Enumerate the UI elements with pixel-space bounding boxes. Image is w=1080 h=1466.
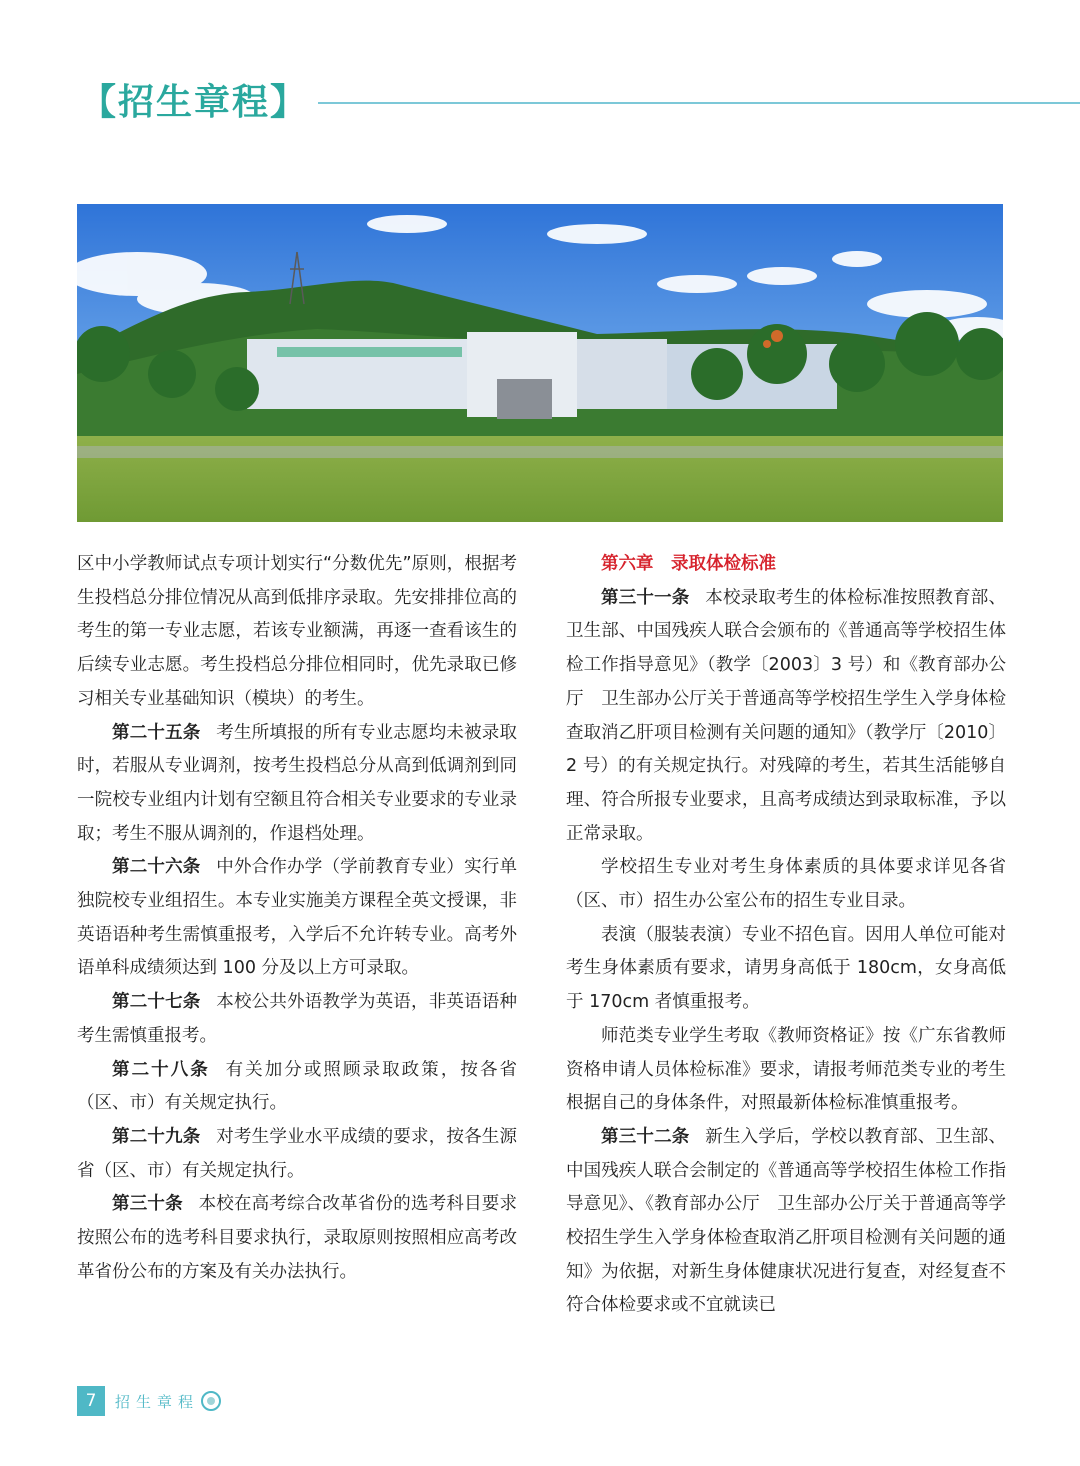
- article-30: 第三十条 本校在高考综合改革省份的选考科目要求按照公布的选考科目要求执行，录取原则按照相应高考改革省份公布的方案及有关办法执行。: [77, 1194, 518, 1282]
- article-28: 第二十八条 有关加分或照顾录取政策，按各省（区、市）有关规定执行。: [77, 1059, 518, 1114]
- page-number: 7: [77, 1386, 105, 1416]
- paragraph-continuation: 区中小学教师试点专项计划实行“分数优先”原则，根据考生投档总分排位情况从高到低排序录取。先安排排位高的考生的第一专业志愿，若该专业额满，再逐一查看该生的后续专业志愿。考生投档总分排位相同时，优先录取已修习相关专业基础知识（模块）的考生。: [77, 554, 517, 709]
- article-31: 第三十一条 本校录取考生的体检标准按照教育部、卫生部、中国残疾人联合会颁布的《普通高等学校招生体检工作指导意见》（教学〔2003〕3 号）和《教育部办公厅 卫生部办公厅关于普通高等学校招生学生入学身体检查取消乙肝项目检测有关问题的通知》（教学厅〔2010〕2 号）的有关规定执行。对残障的考生，若其生活能够自理、符合所报专业要求，且高考成绩达到录取标准，予以正常录取。: [566, 587, 1007, 844]
- chapter-heading: 第六章 录取体检标准: [601, 554, 776, 574]
- article-32: 第三十二条 新生入学后，学校以教育部、卫生部、中国残疾人联合会制定的《普通高等学校招生体检工作指导意见》、《教育部办公厅 卫生部办公厅关于普通高等学校招生学生入学身体检查取消乙肝项目检测有关问题的通知》为依据，对新生身体健康状况进行复查，对经复查不符合体检要求或不宜就读已: [566, 1126, 1007, 1316]
- page-footer: [77, 1386, 221, 1416]
- campus-photo: [77, 204, 1003, 522]
- school-logo-icon: [201, 1391, 221, 1411]
- header-divider: [318, 102, 1080, 104]
- article-26: 第二十六条 中外合作办学（学前教育专业）实行单独院校专业组招生。本专业实施美方课程全英文授课，非英语语种考生需慎重报考，入学后不允许转专业。高考外语单科成绩须达到 100 分及以上方可录取。: [77, 857, 518, 979]
- article-25: 第二十五条 考生所填报的所有专业志愿均未被录取时，若服从专业调剂，按考生投档总分从高到低调剂到同一院校专业组内计划有空额且符合相关专业要求的专业录取；考生不服从调剂的，作退档处理。: [77, 722, 518, 844]
- page-header-title: 【招生章程】: [80, 82, 309, 123]
- footer-label: 招生章程: [115, 1392, 200, 1411]
- left-text-column: [77, 548, 517, 1289]
- paragraph-teacher-majors: 师范类专业学生考取《教师资格证》按《广东省教师资格申请人员体检标准》要求，请报考师范类专业的考生根据自己的身体条件，对照最新体检标准慎重报考。: [566, 1025, 1006, 1114]
- right-text-column: [566, 548, 1006, 1323]
- article-27: 第二十七条 本校公共外语教学为英语，非英语语种考生需慎重报考。: [77, 992, 518, 1046]
- paragraph-specialty-requirements: 学校招生专业对考生身体素质的具体要求详见各省（区、市）招生办公室公布的招生专业目录。: [566, 857, 1006, 912]
- paragraph-performance-major: 表演（服装表演）专业不招色盲。因用人单位可能对考生身体素质有要求，请男身高低于 180cm，女身高低于 170cm 者慎重报考。: [566, 924, 1006, 1013]
- article-29: 第二十九条 对考生学业水平成绩的要求，按各生源省（区、市）有关规定执行。: [77, 1126, 518, 1181]
